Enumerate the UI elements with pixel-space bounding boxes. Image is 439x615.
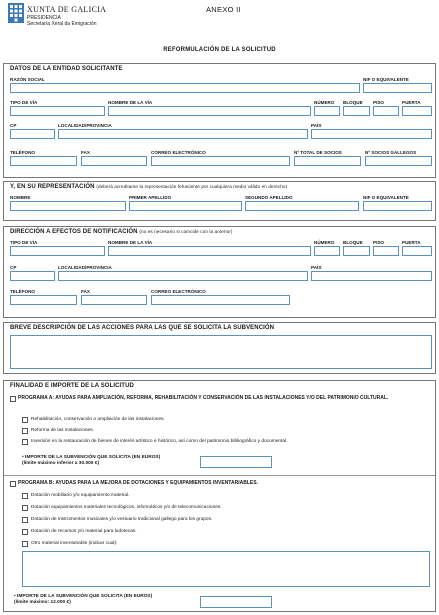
- label-bloque: BLOQUE: [343, 240, 363, 245]
- amount-text: • IMPORTE DE LA SUBVENCIÓN QUE SOLICITA (EN EUROS): [22, 455, 161, 460]
- segundo-apellido-field[interactable]: [245, 201, 359, 211]
- label-fax: FAX: [81, 150, 90, 155]
- piso-field[interactable]: [373, 246, 399, 256]
- localidad-field[interactable]: [58, 129, 308, 139]
- program-a-amount-label: [22, 455, 160, 467]
- label-email: CORREO ELECTRÓNICO: [151, 289, 206, 294]
- fax-field[interactable]: [81, 295, 147, 305]
- section-title: [10, 184, 287, 190]
- program-a-item: Inversión en la restauración de bienes de interés artístico e histórico, así como del patrimonio bibliográfico y documental.: [31, 439, 288, 444]
- label-piso: PISO: [373, 240, 384, 245]
- telefono-field[interactable]: [10, 295, 77, 305]
- razon-social-field[interactable]: [10, 83, 360, 93]
- label-razon-social: RAZÓN SOCIAL: [10, 77, 45, 82]
- section-title: [10, 229, 233, 235]
- label-puerta: PUERTA: [402, 100, 421, 105]
- localidad-field[interactable]: [58, 271, 308, 281]
- nif-field[interactable]: [363, 83, 432, 93]
- program-b-item: Otro material inventariable (indicar cual):: [31, 541, 118, 546]
- label-localidad: LOCALIDAD/PROVINCIA: [58, 265, 112, 270]
- purpose-section: [3, 380, 436, 612]
- program-a-label: PROGRAMA A: AYUDAS PARA AMPLIACIÓN, REFORMA, REHABILITACIÓN Y CONSERVACIÓN DE LAS INSTALACIONES Y/O DEL PATRIMONIO CULTURAL.: [18, 395, 389, 401]
- cp-field[interactable]: [10, 271, 55, 281]
- page-header: [8, 3, 436, 37]
- bloque-field[interactable]: [343, 246, 370, 256]
- label-puerta: PUERTA: [402, 240, 421, 245]
- divider: [4, 475, 435, 476]
- label-socios-gallegos: Nº SOCIOS GALLEGOS: [365, 150, 417, 155]
- entity-section: [3, 63, 436, 178]
- label-tipo-via: TIPO DE VÍA: [10, 100, 38, 105]
- representative-section: [3, 181, 436, 221]
- program-b-item-checkbox[interactable]: [22, 517, 28, 523]
- program-b-amount-label: [14, 594, 152, 606]
- program-a-item-checkbox[interactable]: [22, 439, 28, 445]
- bloque-field[interactable]: [343, 106, 370, 116]
- program-b-amount-field[interactable]: [200, 596, 272, 608]
- label-pais: PAÍS: [311, 123, 322, 128]
- section-title: BREVE DESCRIPCIÓN DE LAS ACCIONES PARA LAS QUE SE SOLICITA LA SUBVENCIÓN: [10, 325, 275, 331]
- numero-field[interactable]: [314, 246, 340, 256]
- label-cp: CP: [10, 123, 17, 128]
- notification-section: [3, 226, 436, 318]
- section-title: DATOS DE LA ENTIDAD SOLICITANTE: [10, 66, 123, 72]
- department: PRESIDENCIA: [27, 15, 61, 22]
- org-name: XUNTA DE GALICIA: [27, 5, 107, 14]
- label-numero: NÚMERO: [314, 100, 335, 105]
- program-b-item-checkbox[interactable]: [22, 493, 28, 499]
- label-pais: PAÍS: [311, 265, 322, 270]
- pais-field[interactable]: [311, 271, 432, 281]
- program-b-item-checkbox[interactable]: [22, 529, 28, 535]
- program-a-item: Rehabilitación, conservación o ampliación de las instalaciones.: [31, 417, 165, 422]
- program-b-label: PROGRAMA B: AYUDAS PARA LA MEJORA DE DOTACIONES Y EQUIPAMIENTOS INVENTARIABLES.: [18, 480, 258, 486]
- amount-limit: (límite máximo: 12.000 €): [14, 600, 71, 605]
- primer-apellido-field[interactable]: [129, 201, 242, 211]
- annex-label: ANEXO II: [206, 5, 241, 14]
- label-telefono: TELÉFONO: [10, 289, 36, 294]
- section-title-text: Y, EN SU REPRESENTACIÓN: [10, 184, 95, 190]
- email-field[interactable]: [151, 156, 290, 166]
- email-field[interactable]: [151, 295, 290, 305]
- label-nif: NIF O EQUIVALENTE: [363, 77, 409, 82]
- label-segundo-apellido: SEGUNDO APELLIDO: [245, 195, 293, 200]
- description-textarea[interactable]: [10, 335, 432, 369]
- socios-gallegos-field[interactable]: [365, 156, 432, 166]
- label-bloque: BLOQUE: [343, 100, 363, 105]
- nombre-via-field[interactable]: [108, 106, 311, 116]
- program-b-item: Dotación de instrumentos musicales y/o vestuario tradicional gallego para los grupos.: [31, 517, 213, 522]
- organization-block: [27, 5, 106, 28]
- total-socios-field[interactable]: [294, 156, 361, 166]
- xunta-logo-icon: [8, 3, 24, 23]
- program-a-item-checkbox[interactable]: [22, 417, 28, 423]
- label-nombre-via: NOMBRE DE LA VÍA: [108, 100, 153, 105]
- program-b-item-checkbox[interactable]: [22, 541, 28, 547]
- tipo-via-field[interactable]: [10, 246, 105, 256]
- nif-field[interactable]: [363, 201, 432, 211]
- amount-limit: (límite máximo inferior a 30.000 €): [22, 461, 100, 466]
- cp-field[interactable]: [10, 129, 55, 139]
- program-a-checkbox[interactable]: [10, 396, 16, 402]
- nombre-field[interactable]: [10, 201, 126, 211]
- puerta-field[interactable]: [402, 106, 432, 116]
- puerta-field[interactable]: [402, 246, 432, 256]
- fax-field[interactable]: [81, 156, 147, 166]
- pais-field[interactable]: [311, 129, 432, 139]
- label-nif: NIF O EQUIVALENTE: [363, 195, 409, 200]
- program-a-item-checkbox[interactable]: [22, 428, 28, 434]
- document-title: REFORMULACIÓN DE LA SOLICITUD: [163, 47, 276, 53]
- description-section: [3, 322, 436, 374]
- program-b-item: Dotación de recursos y/o material para ludotecas.: [31, 529, 137, 534]
- program-b-item: Dotación equipamientos materiales tecnológicos, informáticos y/o de telecomunicaciones.: [31, 505, 222, 510]
- program-a-item: Reforma de las instalaciones.: [31, 428, 94, 433]
- label-localidad: LOCALIDAD/PROVINCIA: [58, 123, 112, 128]
- program-b-checkbox[interactable]: [10, 481, 16, 487]
- amount-text: • IMPORTE DE LA SUBVENCIÓN QUE SOLICITA (EN EUROS): [14, 594, 153, 599]
- label-piso: PISO: [373, 100, 384, 105]
- section-note: (no es necesario si coincide con la anterior): [139, 229, 233, 234]
- label-tipo-via: TIPO DE VÍA: [10, 240, 38, 245]
- tipo-via-field[interactable]: [10, 106, 105, 116]
- piso-field[interactable]: [373, 106, 399, 116]
- label-primer-apellido: PRIMER APELLIDO: [129, 195, 172, 200]
- telefono-field[interactable]: [10, 156, 77, 166]
- nombre-via-field[interactable]: [108, 246, 311, 256]
- label-total-socios: Nº TOTAL DE SOCIOS: [294, 150, 342, 155]
- program-b-item: Dotación mobiliario y/o equipamiento material.: [31, 493, 130, 498]
- label-nombre-via: NOMBRE DE LA VÍA: [108, 240, 153, 245]
- label-nombre: NOMBRE: [10, 195, 31, 200]
- section-title-text: DIRECCIÓN A EFECTOS DE NOTIFICACIÓN: [10, 229, 138, 235]
- program-b-item-checkbox[interactable]: [22, 505, 28, 511]
- numero-field[interactable]: [314, 106, 340, 116]
- label-fax: FAX: [81, 289, 90, 294]
- section-title: FINALIDAD E IMPORTE DE LA SOLICITUD: [10, 383, 134, 389]
- other-material-textarea[interactable]: [22, 551, 430, 587]
- label-numero: NÚMERO: [314, 240, 335, 245]
- label-email: CORREO ELECTRÓNICO: [151, 150, 206, 155]
- sub-department: Secretaría Xeral da Emigración: [27, 20, 97, 27]
- section-note: (deberá acreditarse la representación fehaciente por cualquiera medio válido en derecho): [96, 184, 288, 189]
- label-cp: CP: [10, 265, 17, 270]
- label-telefono: TELÉFONO: [10, 150, 36, 155]
- program-a-amount-field[interactable]: [200, 456, 272, 468]
